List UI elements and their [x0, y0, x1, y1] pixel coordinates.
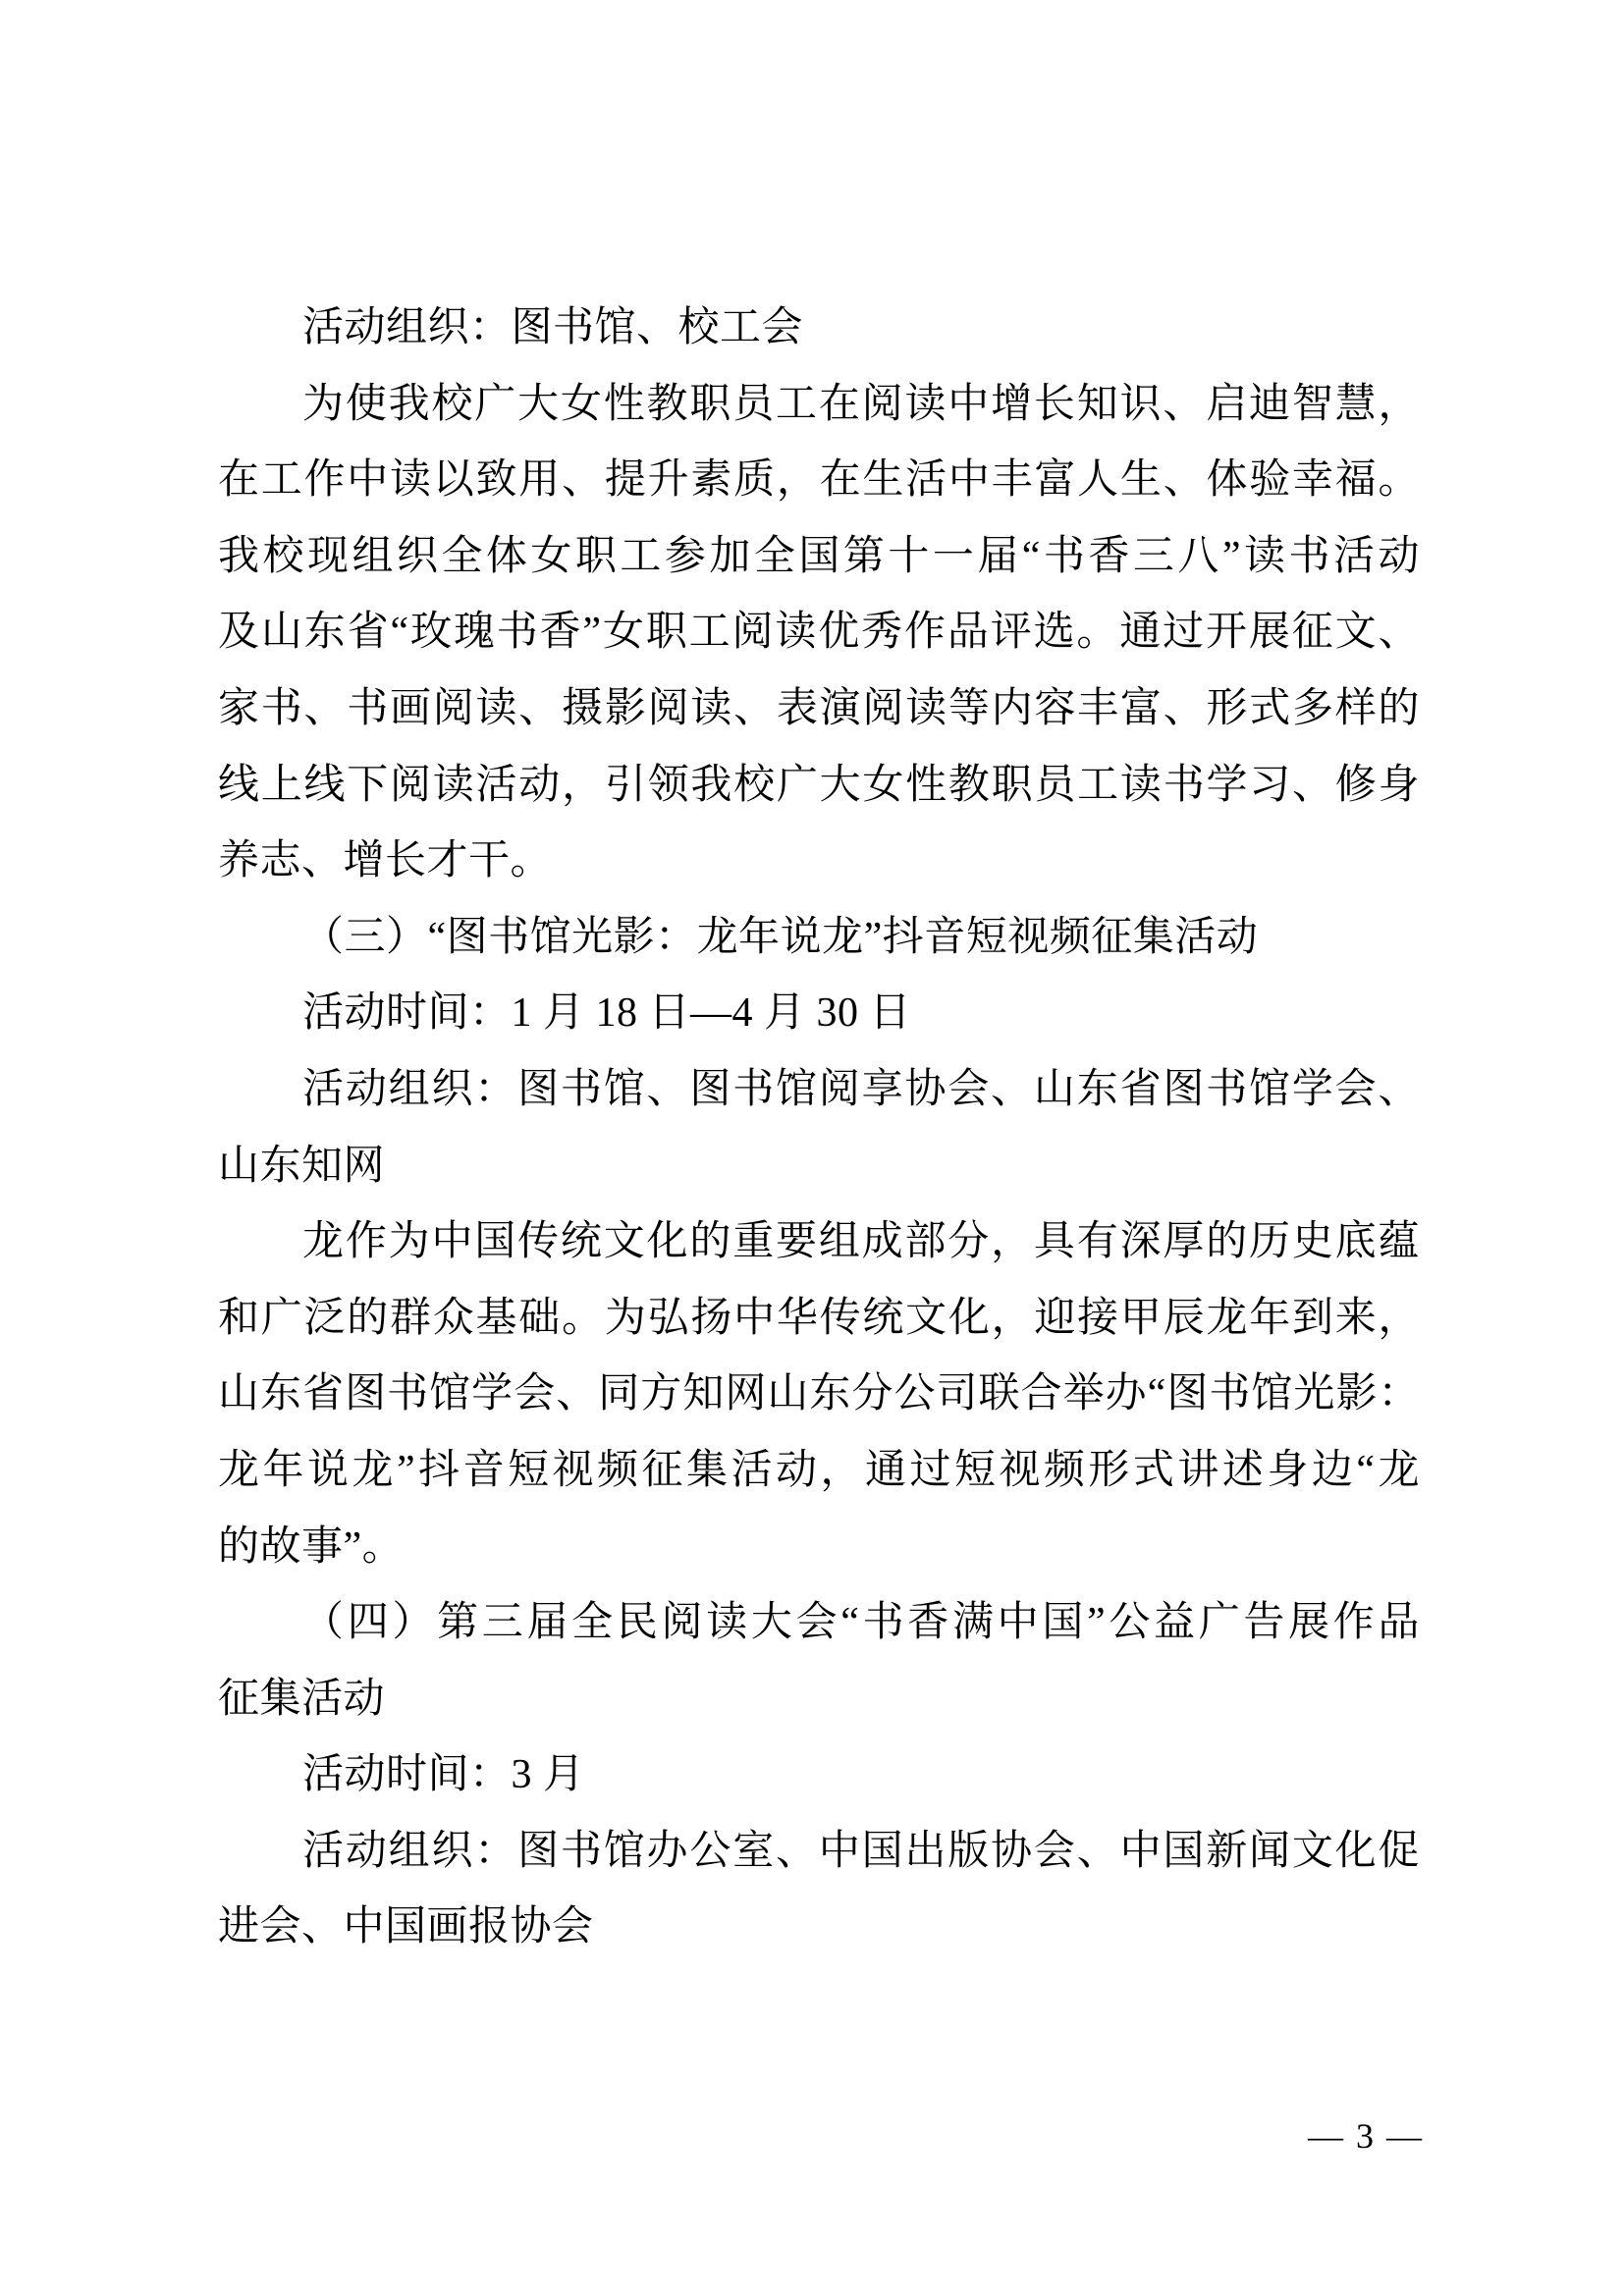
line-activity-organizer-2a: 活动组织：图书馆、图书馆阅享协会、山东省图书馆学会、: [302, 1066, 1420, 1112]
line-activity-organizer-3b: 进会、中国画报协会: [218, 1904, 594, 1950]
page-number: — 3 —: [1308, 2116, 1424, 2156]
line-paragraph-dragon-1: 龙作为中国传统文化的重要组成部分，具有深厚的历史底蕴: [302, 1219, 1420, 1265]
line-heading-section-4a: （四）第三届全民阅读大会“书香满中国”公益广告展作品: [302, 1600, 1420, 1646]
line-activity-organizer-2b: 山东知网: [218, 1143, 386, 1189]
line-paragraph-women-6: 线上线下阅读活动，引领我校广大女性教职员工读书学习、修身: [218, 762, 1420, 808]
line-paragraph-dragon-2: 和广泛的群众基础。为弘扬中华传统文化，迎接甲辰龙年到来，: [218, 1295, 1420, 1341]
line-activity-time-1: 活动时间：1 月 18 日—4 月 30 日: [302, 990, 912, 1037]
line-activity-organizer-3a: 活动组织：图书馆办公室、中国出版协会、中国新闻文化促: [302, 1828, 1420, 1874]
line-paragraph-dragon-4: 龙年说龙”抖音短视频征集活动，通过短视频形式讲述身边“龙: [218, 1447, 1420, 1493]
document-body: [218, 291, 1420, 1966]
line-paragraph-women-5: 家书、书画阅读、摄影阅读、表演阅读等内容丰富、形式多样的: [218, 685, 1420, 731]
line-heading-section-3: （三）“图书馆光影：龙年说龙”抖音短视频征集活动: [302, 914, 1259, 960]
line-activity-time-2: 活动时间：3 月: [302, 1752, 585, 1798]
line-paragraph-women-3: 我校现组织全体女职工参加全国第十一届“书香三八”读书活动: [218, 533, 1420, 579]
line-paragraph-dragon-3: 山东省图书馆学会、同方知网山东分公司联合举办“图书馆光影：: [218, 1371, 1420, 1417]
line-heading-section-4b: 征集活动: [218, 1676, 386, 1722]
line-activity-organizer-1: 活动组织：图书馆、校工会: [302, 305, 804, 350]
line-paragraph-women-7: 养志、增长才干。: [218, 838, 553, 884]
line-paragraph-dragon-5: 的故事”。: [218, 1523, 405, 1570]
line-paragraph-women-1: 为使我校广大女性教职员工在阅读中增长知识、启迪智慧，: [302, 381, 1420, 427]
line-paragraph-women-2: 在工作中读以致用、提升素质，在生活中丰富人生、体验幸福。: [218, 457, 1420, 504]
line-paragraph-women-4: 及山东省“玫瑰书香”女职工阅读优秀作品评选。通过开展征文、: [218, 610, 1420, 656]
